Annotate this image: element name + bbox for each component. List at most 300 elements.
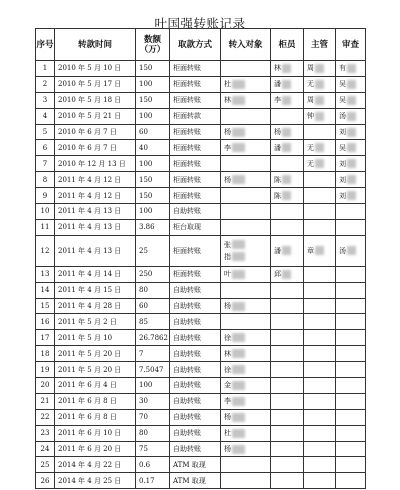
cell-recipient [221,298,271,314]
cell-amount-text: 0.17 [139,476,155,485]
header-amount-line2: （万） [139,44,166,55]
cell-recipient-text: 李 [224,397,231,406]
cell-no [36,378,55,394]
cell-teller-text: 潘 [274,80,281,89]
cell-auditor [336,378,366,394]
cell-type-text: 柜面转账 [173,191,201,200]
cell-no [36,314,55,330]
cell-no [36,76,55,92]
cell-type-text: 柜面转账 [173,143,201,152]
cell-date [55,457,136,473]
cell-no-text: 16 [40,317,50,326]
cell-recipient [221,92,271,108]
cell-date [55,393,136,409]
header-teller: 柜员 [271,29,304,61]
cell-supervisor [304,92,336,108]
cell-amount-text: 25 [139,246,148,255]
cell-recipient-text: 金 [224,381,231,390]
cell-type-text: 柜面转账 [173,128,201,136]
cell-recipient [221,425,271,441]
cell-supervisor-text: 章 [307,246,314,255]
cell-auditor [336,188,366,204]
redaction-mark [282,246,291,255]
cell-type-text: 柜面转账 [173,175,201,184]
cell-amount [136,188,170,204]
cell-date-text: 2011 年 6 月 10 日 [58,429,122,438]
header-no: 序号 [36,29,55,61]
redaction-mark [347,175,356,184]
cell-amount-text: 150 [139,64,153,73]
cell-amount-text: 150 [139,96,153,105]
redaction-mark [232,333,245,342]
cell-supervisor [304,441,336,457]
cell-no-text: 17 [40,333,50,342]
cell-type-text: 柜面转款 [173,112,201,121]
cell-date-text: 2010 年 5 月 10 日 [58,64,122,73]
cell-type [170,346,221,362]
cell-no [36,108,55,124]
cell-auditor-text: 刘 [339,175,346,184]
cell-auditor-text: 刘 [339,128,346,136]
cell-date [55,235,136,266]
cell-supervisor [304,378,336,394]
cell-teller [271,314,304,330]
cell-auditor-text: 刘 [339,191,346,200]
redaction-mark [282,128,291,137]
cell-auditor [336,409,366,425]
cell-date [55,140,136,156]
cell-supervisor [304,473,336,489]
table-row [36,473,366,489]
redaction-mark [315,96,324,105]
cell-amount [136,156,170,172]
cell-recipient [221,346,271,362]
cell-recipient [221,362,271,378]
cell-date-text: 2011 年 4 月 12 日 [58,175,122,184]
cell-supervisor [304,76,336,92]
cell-no [36,330,55,346]
cell-no [36,298,55,314]
table-row [36,140,366,156]
cell-supervisor [304,108,336,124]
redaction-mark [315,143,324,152]
cell-no-text: 23 [40,429,50,438]
cell-date [55,92,136,108]
cell-date [55,425,136,441]
cell-amount [136,219,170,235]
cell-teller-text: 陈 [274,175,281,184]
cell-type-text: 自助转账 [173,317,201,326]
redaction-mark [347,64,356,73]
cell-type-text: 柜面转账 [173,64,201,73]
cell-date-text: 2011 年 5 月 20 日 [58,349,122,358]
cell-teller [271,172,304,188]
cell-no [36,457,55,473]
cell-recipient-text: 杨 [224,445,231,454]
cell-recipient [221,124,271,140]
cell-auditor-text: 有 [339,64,346,73]
cell-recipient-text: 徐 [224,365,231,374]
cell-amount [136,362,170,378]
cell-type-text: 柜面转账 [173,80,201,89]
cell-type [170,172,221,188]
cell-date-text: 2010 年 12 月 13 日 [58,159,126,168]
cell-auditor [336,124,366,140]
cell-type-text: 自助转账 [173,302,201,311]
redaction-mark [282,96,291,105]
redaction-mark [347,143,356,152]
cell-date [55,330,136,346]
cell-date [55,346,136,362]
cell-recipient-text: 杜 [224,429,231,438]
redaction-mark [232,349,245,358]
redaction-mark [232,175,245,184]
cell-supervisor [304,362,336,378]
table-row [36,235,366,266]
cell-recipient [221,378,271,394]
redaction-mark [347,96,356,105]
cell-type-text: 自助转账 [173,286,201,295]
cell-type-text: ATM 取现 [173,476,206,485]
cell-recipient-text-2: 指 [224,252,231,261]
cell-amount [136,378,170,394]
redaction-mark [232,128,245,137]
redaction-mark [315,159,324,168]
cell-date-text: 2014 年 4 月 22 日 [58,460,122,469]
cell-type-text: ATM 取现 [173,460,206,469]
cell-no [36,282,55,298]
redaction-mark [347,191,356,200]
cell-amount [136,330,170,346]
table-row [36,378,366,394]
cell-teller [271,409,304,425]
cell-teller [271,204,304,220]
cell-teller [271,92,304,108]
cell-amount [136,61,170,77]
cell-no [36,61,55,77]
cell-teller-text: 林 [274,64,281,73]
cell-auditor [336,156,366,172]
cell-date [55,266,136,282]
cell-supervisor-text: 无 [307,159,314,168]
cell-amount-text: 85 [139,317,148,326]
cell-type [170,473,221,489]
cell-amount [136,457,170,473]
cell-no-text: 20 [40,381,50,390]
cell-date [55,156,136,172]
redaction-mark [315,246,324,255]
cell-no [36,266,55,282]
cell-supervisor [304,314,336,330]
cell-amount-text: 80 [139,429,148,438]
cell-teller [271,346,304,362]
cell-date-text: 2011 年 4 月 12 日 [58,191,122,200]
cell-no [36,441,55,457]
cell-teller [271,156,304,172]
cell-auditor [336,219,366,235]
cell-date-text: 2011 年 4 月 13 日 [58,246,122,255]
cell-type [170,92,221,108]
redaction-mark [232,429,245,438]
cell-teller-text: 李 [274,96,281,105]
cell-date-text: 2010 年 5 月 18 日 [58,96,122,105]
table-row [36,441,366,457]
header-date: 转款时间 [55,29,136,61]
cell-no [36,156,55,172]
cell-type-text: 柜面转账 [173,159,201,168]
cell-date [55,362,136,378]
cell-no-text: 10 [40,207,50,216]
cell-teller-text: 潘 [274,246,281,255]
cell-recipient [221,76,271,92]
cell-date-text: 2011 年 5 月 2 日 [58,317,117,326]
cell-no-text: 22 [40,413,50,422]
cell-recipient-text: 林 [224,96,231,105]
cell-type-text: 自助转账 [173,333,201,342]
cell-recipient [221,409,271,425]
cell-type [170,393,221,409]
cell-supervisor [304,235,336,266]
cell-amount [136,92,170,108]
cell-amount [136,266,170,282]
table-row [36,346,366,362]
header-auditor: 审查 [336,29,366,61]
cell-amount-text: 0.6 [139,460,151,469]
header-amount-line1: 数额 [143,34,161,45]
cell-teller [271,378,304,394]
cell-recipient-text: 徐 [224,333,231,342]
cell-supervisor [304,346,336,362]
cell-type [170,204,221,220]
cell-auditor [336,314,366,330]
transfer-record-table [35,28,366,489]
cell-type [170,108,221,124]
cell-auditor [336,441,366,457]
cell-auditor-text: 吴 [339,143,346,152]
cell-no [36,425,55,441]
cell-supervisor [304,156,336,172]
cell-auditor-text: 汤 [339,112,346,121]
redaction-mark [232,270,245,279]
cell-no-text: 7 [42,159,48,168]
table-row [36,204,366,220]
cell-no-text: 4 [42,112,48,121]
cell-supervisor [304,298,336,314]
cell-amount-text: 250 [139,270,153,279]
cell-amount-text: 75 [139,445,148,454]
cell-auditor [336,266,366,282]
cell-recipient [221,188,271,204]
cell-supervisor [304,409,336,425]
table-row [36,409,366,425]
cell-recipient [221,266,271,282]
table-row [36,393,366,409]
page-title: 叶国强转账记录 [154,16,246,31]
cell-auditor [336,473,366,489]
cell-auditor [336,457,366,473]
cell-type-text: 柜面转账 [173,96,201,105]
cell-teller [271,362,304,378]
cell-teller [271,425,304,441]
cell-date [55,298,136,314]
cell-no-text: 14 [40,286,50,295]
cell-amount [136,346,170,362]
cell-no [36,92,55,108]
cell-date-text: 2010 年 5 月 21 日 [58,112,122,121]
cell-type [170,314,221,330]
cell-supervisor [304,204,336,220]
cell-supervisor [304,393,336,409]
cell-supervisor [304,124,336,140]
cell-no [36,235,55,266]
cell-supervisor [304,188,336,204]
cell-no [36,362,55,378]
cell-supervisor [304,282,336,298]
cell-supervisor-text: 无 [307,143,314,152]
cell-amount-text: 60 [139,128,148,136]
redaction-mark [282,143,291,152]
cell-no-text: 24 [40,445,50,454]
cell-auditor [336,108,366,124]
cell-teller [271,266,304,282]
cell-recipient [221,108,271,124]
cell-amount-text: 40 [139,143,148,152]
cell-type [170,235,221,266]
cell-teller [271,108,304,124]
cell-supervisor-text: 钟 [307,112,314,121]
cell-type [170,378,221,394]
cell-auditor [336,330,366,346]
cell-recipient-text: 林 [224,349,231,358]
cell-amount [136,473,170,489]
redaction-mark [347,112,356,121]
cell-date-text: 2011 年 5 月 10 [58,333,113,342]
cell-recipient-text: 杨 [224,302,231,311]
cell-supervisor [304,330,336,346]
cell-amount [136,282,170,298]
cell-teller [271,61,304,77]
table-row [36,362,366,378]
cell-type-text: 自助转账 [173,207,201,216]
cell-no [36,473,55,489]
header-supervisor: 主管 [304,29,336,61]
cell-auditor-text: 汤 [339,246,346,255]
redaction-mark [232,240,245,249]
table-row [36,266,366,282]
cell-amount [136,393,170,409]
cell-type [170,330,221,346]
cell-date-text: 2010 年 6 月 7 日 [58,143,117,152]
redaction-mark [347,80,356,89]
cell-supervisor-text: 周 [307,96,314,105]
cell-teller [271,441,304,457]
cell-date-text: 2010 年 5 月 17 日 [58,80,122,89]
cell-no [36,393,55,409]
cell-teller [271,457,304,473]
cell-teller [271,298,304,314]
cell-amount [136,314,170,330]
cell-type [170,140,221,156]
cell-recipient [221,330,271,346]
cell-type-text: 自助转账 [173,397,201,406]
cell-amount-text: 150 [139,191,153,200]
cell-amount-text: 60 [139,302,148,311]
cell-date-text: 2010 年 6 月 7 日 [58,128,117,136]
cell-supervisor-text: 周 [307,64,314,73]
cell-recipient [221,393,271,409]
cell-date [55,188,136,204]
cell-no-text: 11 [40,223,50,232]
cell-supervisor [304,172,336,188]
cell-date-text: 2014 年 4 月 25 日 [58,476,122,485]
table-row [36,172,366,188]
cell-no-text: 19 [40,365,50,374]
cell-amount-text: 100 [139,381,153,390]
table-row [36,219,366,235]
cell-date-text: 2011 年 6 月 8 日 [58,413,117,422]
cell-amount [136,204,170,220]
cell-teller-text: 潘 [274,143,281,152]
table-row [36,108,366,124]
redaction-mark [232,80,245,89]
cell-date [55,473,136,489]
table-row [36,298,366,314]
redaction-mark [232,143,245,152]
cell-auditor-text: 吴 [339,80,346,89]
redaction-mark [282,270,291,279]
cell-amount [136,124,170,140]
cell-teller [271,76,304,92]
cell-date [55,172,136,188]
cell-auditor-text: 刘 [339,159,346,168]
cell-no-text: 12 [40,246,50,255]
cell-teller [271,473,304,489]
table-row [36,282,366,298]
cell-amount-text: 70 [139,413,148,422]
cell-type-text: 自助转账 [173,349,201,358]
cell-amount-text: 7.5047 [139,365,164,374]
cell-date-text: 2011 年 6 月 8 日 [58,397,117,406]
redaction-mark [347,246,356,255]
cell-date [55,219,136,235]
cell-amount-text: 150 [139,175,153,184]
cell-auditor [336,362,366,378]
header-row [36,29,366,61]
cell-type [170,61,221,77]
cell-auditor [336,425,366,441]
redaction-mark [232,381,245,390]
cell-amount [136,108,170,124]
cell-no [36,124,55,140]
table-row [36,457,366,473]
cell-amount [136,441,170,457]
cell-recipient [221,457,271,473]
cell-date-text: 2011 年 6 月 4 日 [58,381,117,390]
cell-auditor [336,393,366,409]
cell-date [55,441,136,457]
cell-no [36,204,55,220]
cell-date [55,378,136,394]
cell-type-text: 自助转账 [173,381,201,390]
cell-teller [271,235,304,266]
cell-no-text: 18 [40,349,50,358]
cell-auditor [336,92,366,108]
cell-amount-text: 100 [139,112,153,121]
cell-amount [136,172,170,188]
redaction-mark [282,64,291,73]
cell-date-text: 2011 年 4 月 13 日 [58,223,122,232]
cell-recipient [221,282,271,298]
